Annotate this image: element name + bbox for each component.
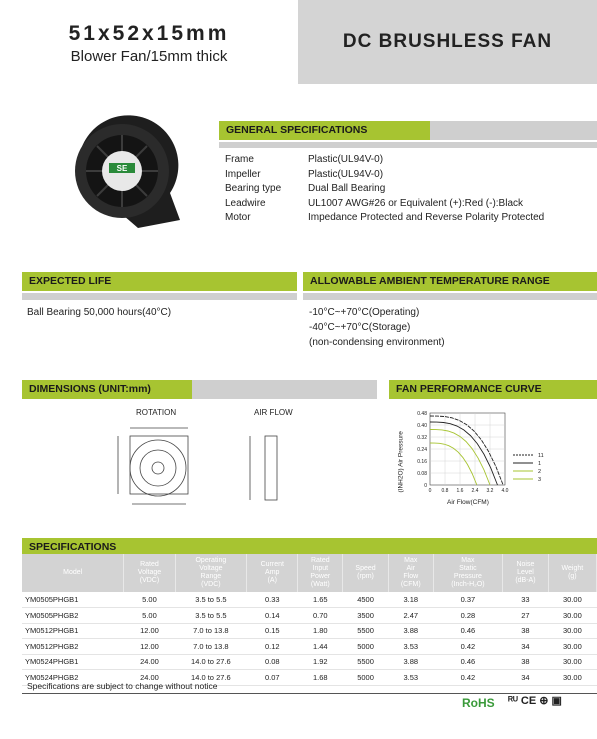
table-cell: 30.00: [548, 623, 596, 639]
table-cell: 12.00: [124, 639, 175, 655]
table-cell: 5500: [343, 623, 389, 639]
table-cell: 12.00: [124, 623, 175, 639]
table-cell: 5000: [343, 670, 389, 686]
table-cell: 0.14: [247, 608, 298, 624]
legend-label: 11: [538, 453, 544, 459]
table-cell: 0.46: [433, 654, 502, 670]
general-spec-value: Plastic(UL94V-0): [308, 168, 384, 180]
table-row: [22, 623, 597, 639]
y-tick-label: 0: [424, 483, 427, 489]
general-spec-key: Bearing type: [225, 183, 282, 194]
table-cell: 2.47: [388, 608, 433, 624]
spec-column-header: Speed (rpm): [343, 554, 389, 592]
table-cell: 24.00: [124, 654, 175, 670]
x-tick-label: 0: [428, 488, 432, 494]
table-cell: 1.65: [298, 592, 343, 608]
table-row: [22, 608, 597, 624]
table-cell: 30.00: [548, 670, 596, 686]
y-tick-label: 0.08: [417, 471, 427, 477]
table-cell: 1.80: [298, 623, 343, 639]
general-spec-row: [222, 167, 597, 182]
series-line: [430, 416, 503, 485]
table-cell: 7.0 to 13.8: [175, 639, 247, 655]
table-row: [22, 639, 597, 655]
x-tick-label: 3.2: [486, 488, 494, 494]
legend-label: 3: [538, 477, 542, 483]
general-spec-row: [222, 152, 597, 167]
dimension-drawing: [100, 418, 300, 518]
table-cell: 0.42: [433, 639, 502, 655]
table-cell: 30.00: [548, 654, 596, 670]
table-cell: 7.0 to 13.8: [175, 623, 247, 639]
table-cell: YM0512PHGB2: [22, 639, 124, 655]
table-cell: 38: [503, 623, 549, 639]
table-cell: 0.12: [247, 639, 298, 655]
spec-column-header: Weight (g): [548, 554, 596, 592]
spec-column-header: Operating Voltage Range (VDC): [175, 554, 247, 592]
header-right: [298, 0, 597, 84]
x-tick-label: 4.0: [501, 488, 509, 494]
table-cell: YM0524PHGB2: [22, 670, 124, 686]
temp-range-heading: ALLOWABLE AMBIENT TEMPERATURE RANGE: [303, 272, 597, 291]
curve-ylabel: (INH2O) Air Pressure: [397, 431, 405, 493]
spec-column-header: Rated Voltage (VDC): [124, 554, 175, 592]
y-tick-label: 0.24: [417, 447, 427, 453]
table-cell: 0.70: [298, 608, 343, 624]
general-spec-key: Motor: [225, 212, 251, 223]
y-tick-label: 0.16: [417, 459, 427, 465]
temp-line-2: -40°C~+70°C(Storage): [309, 322, 411, 333]
table-cell: YM0512PHGB1: [22, 623, 124, 639]
x-tick-label: 1.6: [456, 488, 464, 494]
table-cell: 30.00: [548, 592, 596, 608]
table-cell: 3.88: [388, 654, 433, 670]
table-cell: 3.53: [388, 639, 433, 655]
y-tick-label: 0.48: [417, 411, 427, 417]
table-cell: YM0505PHGB1: [22, 592, 124, 608]
specifications-heading: SPECIFICATIONS: [22, 538, 597, 557]
dimensions-heading: DIMENSIONS (UNIT:mm): [22, 380, 192, 399]
general-spec-row: [222, 181, 597, 196]
general-spec-value: Dual Ball Bearing: [308, 183, 386, 194]
temp-line-3: (non-condensing environment): [309, 337, 445, 348]
general-spec-heading: GENERAL SPECIFICATIONS: [219, 121, 430, 140]
general-spec-row: [222, 196, 597, 211]
y-tick-label: 0.40: [417, 423, 427, 429]
table-cell: 30.00: [548, 639, 596, 655]
table-cell: 0.28: [433, 608, 502, 624]
spec-column-header: Noise Level (dB-A): [503, 554, 549, 592]
table-cell: 0.08: [247, 654, 298, 670]
expected-life-heading: EXPECTED LIFE: [22, 272, 297, 291]
fan-product-image: [60, 108, 190, 233]
legend-label: 2: [538, 469, 542, 475]
table-cell: 5.00: [124, 592, 175, 608]
rohs-logo: RoHS: [462, 696, 495, 710]
table-cell: 27: [503, 608, 549, 624]
table-cell: 0.07: [247, 670, 298, 686]
certification-icons: ᴿᵁ CE ⊕ ▣: [508, 695, 562, 707]
y-tick-label: 0.32: [417, 435, 427, 441]
general-spec-value: UL1007 AWG#26 or Equivalent (+):Red (-):Black: [308, 197, 524, 209]
general-spec-rule: [219, 142, 597, 148]
table-cell: 5500: [343, 654, 389, 670]
general-spec-bar-gray: [430, 121, 597, 140]
table-cell: YM0505PHGB2: [22, 608, 124, 624]
table-cell: 14.0 to 27.6: [175, 654, 247, 670]
svg-text:SE: SE: [116, 164, 128, 173]
table-cell: 3500: [343, 608, 389, 624]
category-title: DC BRUSHLESS FAN: [342, 31, 553, 52]
dimensions-bar-gray: [192, 380, 377, 399]
x-tick-label: 2.4: [471, 488, 479, 494]
table-cell: 1.68: [298, 670, 343, 686]
product-subtitle: Blower Fan/15mm thick: [70, 48, 228, 65]
general-spec-key: Frame: [225, 154, 254, 165]
temp-line-1: -10°C~+70°C(Operating): [309, 307, 420, 318]
table-cell: 3.5 to 5.5: [175, 608, 247, 624]
airflow-label: AIR FLOW: [254, 408, 293, 417]
fan-curve-chart: [408, 405, 597, 495]
table-row: [22, 654, 597, 670]
specs-notice: Specifications are subject to change without notice: [27, 681, 218, 691]
product-size-title: 51x52x15mm: [68, 22, 230, 45]
table-cell: 3.5 to 5.5: [175, 592, 247, 608]
table-cell: 33: [503, 592, 549, 608]
series-line: [430, 422, 498, 485]
table-cell: 0.42: [433, 670, 502, 686]
table-cell: 0.15: [247, 623, 298, 639]
table-cell: 24.00: [124, 670, 175, 686]
curve-xlabel: Air Flow(CFM): [447, 499, 489, 506]
header-left: [0, 0, 298, 84]
table-cell: 34: [503, 639, 549, 655]
spec-column-header: Max Air Flow (CFM): [388, 554, 433, 592]
spec-column-header: Model: [22, 554, 124, 592]
rotation-label: ROTATION: [136, 408, 177, 417]
table-cell: 4500: [343, 592, 389, 608]
general-spec-key: Impeller: [225, 168, 261, 180]
temp-range-rule: [303, 293, 597, 300]
table-cell: 1.44: [298, 639, 343, 655]
table-cell: 3.18: [388, 592, 433, 608]
specifications-table: [22, 554, 597, 686]
table-cell: 30.00: [548, 608, 596, 624]
table-cell: YM0524PHGB1: [22, 654, 124, 670]
table-cell: 0.33: [247, 592, 298, 608]
table-cell: 0.46: [433, 623, 502, 639]
general-spec-key: Leadwire: [225, 197, 266, 209]
general-spec-value: Plastic(UL94V-0): [308, 154, 384, 165]
spec-column-header: Max Static Pressure (Inch-H₂O): [433, 554, 502, 592]
x-tick-label: 0.8: [441, 488, 449, 494]
table-row: [22, 592, 597, 608]
table-cell: 34: [503, 670, 549, 686]
spec-column-header: Rated Input Power (Watt): [298, 554, 343, 592]
table-cell: 1.92: [298, 654, 343, 670]
table-cell: 0.37: [433, 592, 502, 608]
legend-label: 1: [538, 461, 542, 467]
table-cell: 14.0 to 27.6: [175, 670, 247, 686]
table-cell: 38: [503, 654, 549, 670]
spec-column-header: Current Amp (A): [247, 554, 298, 592]
table-cell: 3.53: [388, 670, 433, 686]
general-spec-row: [222, 210, 597, 225]
fan-curve-heading: FAN PERFORMANCE CURVE: [389, 380, 597, 399]
expected-life-rule: [22, 293, 297, 300]
table-cell: 3.88: [388, 623, 433, 639]
table-cell: 5000: [343, 639, 389, 655]
expected-life-text: Ball Bearing 50,000 hours(40°C): [27, 307, 172, 318]
table-cell: 5.00: [124, 608, 175, 624]
general-spec-value: Impedance Protected and Reverse Polarity Protected: [308, 212, 545, 223]
series-line: [430, 443, 477, 485]
